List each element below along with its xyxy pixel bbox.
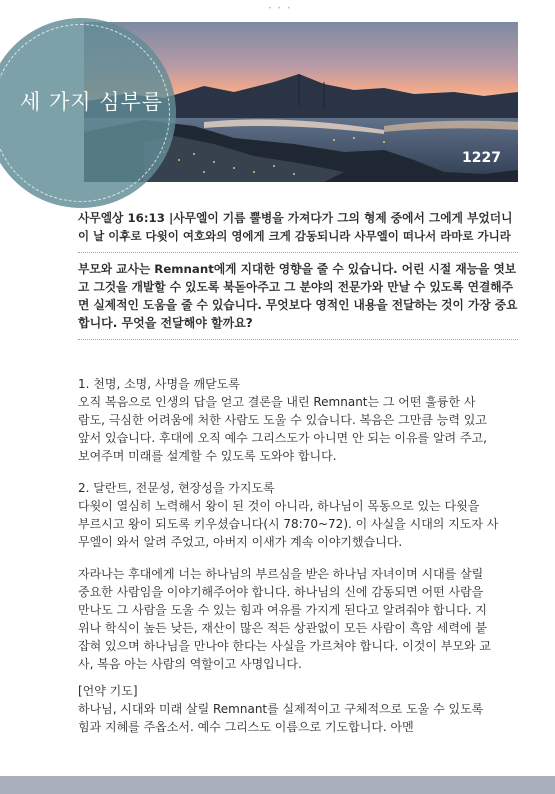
prayer-line: 힘과 지혜를 주옵소서. 예수 그리스도 이름으로 기도합니다. 아멘 (78, 720, 414, 734)
page-title: 세 가지 심부름 (20, 90, 164, 114)
section-1-heading: 1. 천명, 소명, 사명을 깨닫도록 (78, 377, 240, 391)
section-2-paragraph-line: 사, 복음 아는 사람의 역할이고 사명입니다. (78, 657, 302, 671)
divider (78, 252, 518, 253)
footer-bar (0, 776, 555, 794)
section-2-paragraph-line: 잡혀 있으며 하나님을 만나야 한다는 사실을 가르쳐야 합니다. 이것이 부모와 교 (78, 639, 491, 653)
section-1-line: 람도, 극심한 어려움에 처한 사람도 도울 수 있습니다. 복음은 그만큼 능력 있고 (78, 413, 487, 427)
section-2-line: 부르시고 왕이 되도록 키우셨습니다(시 78:70~72). 이 사실을 시대의 지도자 사 (78, 517, 499, 531)
content (78, 209, 518, 736)
verse-line-2: 이 날 이후로 다윗이 여호와의 영에게 크게 감동되니라 사무엘이 떠나서 라마로 가니라 (78, 229, 511, 243)
verse-line-1: 사무엘상 16:13 |사무엘이 기름 뿔병을 가져다가 그의 형제 중에서 그에게 부었더니 (78, 211, 513, 225)
intro-line-2: 고 그것을 개발할 수 있도록 북돋아주고 그 분야의 전문가와 만날 수 있도록 연결해주 (78, 280, 514, 294)
section-1-line: 앞서 있습니다. 후대에 오직 예수 그리스도가 아니면 안 되는 이유를 알려 주고, (78, 431, 487, 445)
intro-line-3: 면 실제적인 도움을 줄 수 있습니다. 무엇보다 영적인 내용을 전달하는 것이 가장 중요 (78, 298, 518, 312)
section-2-line: 다윗이 열심히 노력해서 왕이 된 것이 아니라, 하나님이 목동으로 있는 다윗을 (78, 499, 480, 513)
top-dots: • • • (268, 5, 293, 12)
section-2-paragraph-line: 만나도 그 사람을 도울 수 있는 힘과 여유를 가지게 된다고 알려줘야 합니다. 지 (78, 603, 487, 617)
section-1-line: 오직 복음으로 인생의 답을 얻고 결론을 내린 Remnant는 그 어떤 훌륭한 사 (78, 395, 476, 409)
section-2-paragraph-line: 중요한 사람임을 이야기해주어야 합니다. 하나님의 신에 감동되면 어떤 사람을 (78, 585, 484, 599)
section-1-line: 보여주며 미래를 설계할 수 있도록 도와야 합니다. (78, 449, 337, 463)
section-2-line: 무엘이 와서 알려 주었고, 아버지 이새가 계속 이야기했습니다. (78, 535, 403, 549)
date-label: 1227 (462, 150, 501, 166)
intro-line-4: 합니다. 무엇을 전달해야 할까요? (78, 316, 253, 330)
divider (78, 339, 518, 340)
section-2-paragraph-line: 자라나는 후대에게 너는 하나님의 부르심을 받은 하나님 자녀이며 시대를 살릴 (78, 567, 484, 581)
section-2-paragraph-line: 위나 학식이 높든 낮든, 재산이 많은 적든 상관없이 모든 사람이 흑암 세력에 붙 (78, 621, 487, 635)
prayer-line: 하나님, 시대와 미래 살릴 Remnant를 실제적이고 구체적으로 도울 수 있도록 (78, 702, 484, 716)
prayer-heading: [언약 기도] (78, 684, 138, 698)
intro-line-1: 부모와 교사는 Remnant에게 지대한 영향을 줄 수 있습니다. 어린 시절 재능을 엿보 (78, 262, 517, 276)
section-2-heading: 2. 달란트, 전문성, 현장성을 가지도록 (78, 481, 275, 495)
